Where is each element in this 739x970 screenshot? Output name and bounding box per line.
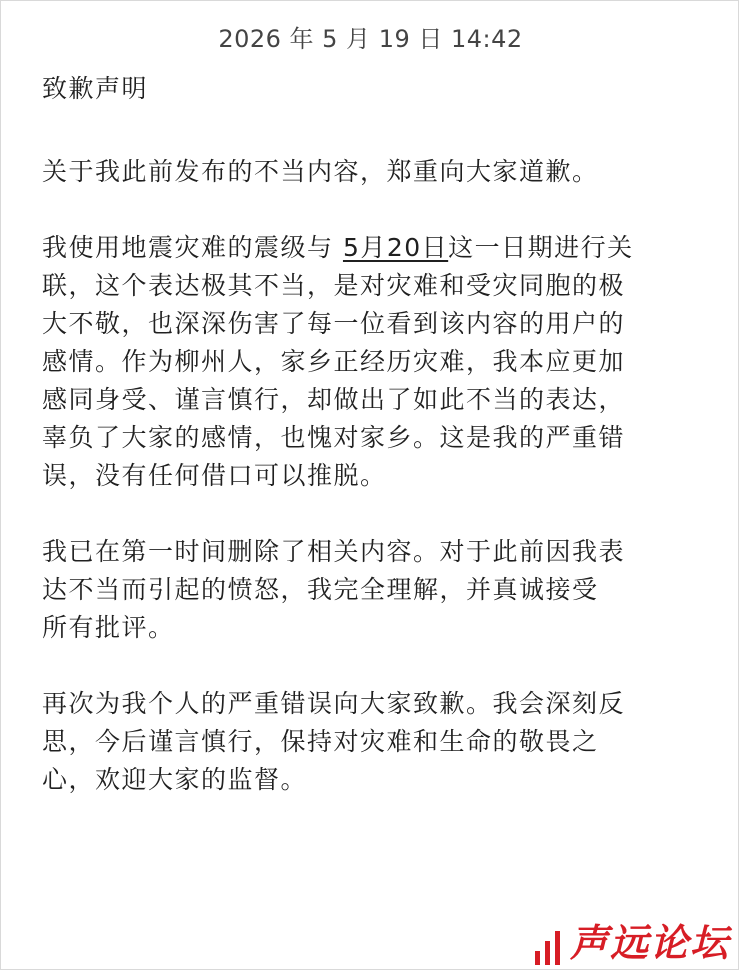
watermark-bars-icon	[535, 923, 560, 965]
paragraph-2-text-before: 我使用地震灾难的震级与	[42, 233, 343, 262]
paragraph-2-text-after: 这一日期进行关 联，这个表达极其不当，是对灾难和受灾同胞的极 大不敬，也深深伤害了每一位看到该内容的用户的 感情。作为柳州人，家乡正经历灾难，我本应更加 感同身受、谨言慎行，却做出了如此不当的表达， 辜负了大家的感情，也愧对家乡。这是我的严重错 误，没有任何借口可以推脱。	[42, 233, 634, 490]
note-content	[42, 71, 702, 837]
note-paragraph-4: 再次为我个人的严重错误向大家致歉。我会深刻反 思，今后谨言慎行，保持对灾难和生命的敬畏之 心，欢迎大家的监督。	[42, 689, 626, 794]
note-paragraph-1: 关于我此前发布的不当内容，郑重向大家道歉。	[42, 157, 599, 186]
note-paragraph-2	[42, 229, 702, 495]
watermark-text: 声远论坛	[569, 921, 730, 965]
forum-watermark	[535, 921, 730, 965]
note-title: 致歉声明	[42, 74, 149, 103]
note-timestamp: 2026 年 5 月 19 日 14:42	[218, 25, 523, 53]
note-paragraph-3: 我已在第一时间删除了相关内容。对于此前因我表 达不当而引起的愤怒，我完全理解，并真诚接受 所有批评。	[42, 537, 626, 642]
highlighted-date: 5月20日	[342, 233, 449, 262]
